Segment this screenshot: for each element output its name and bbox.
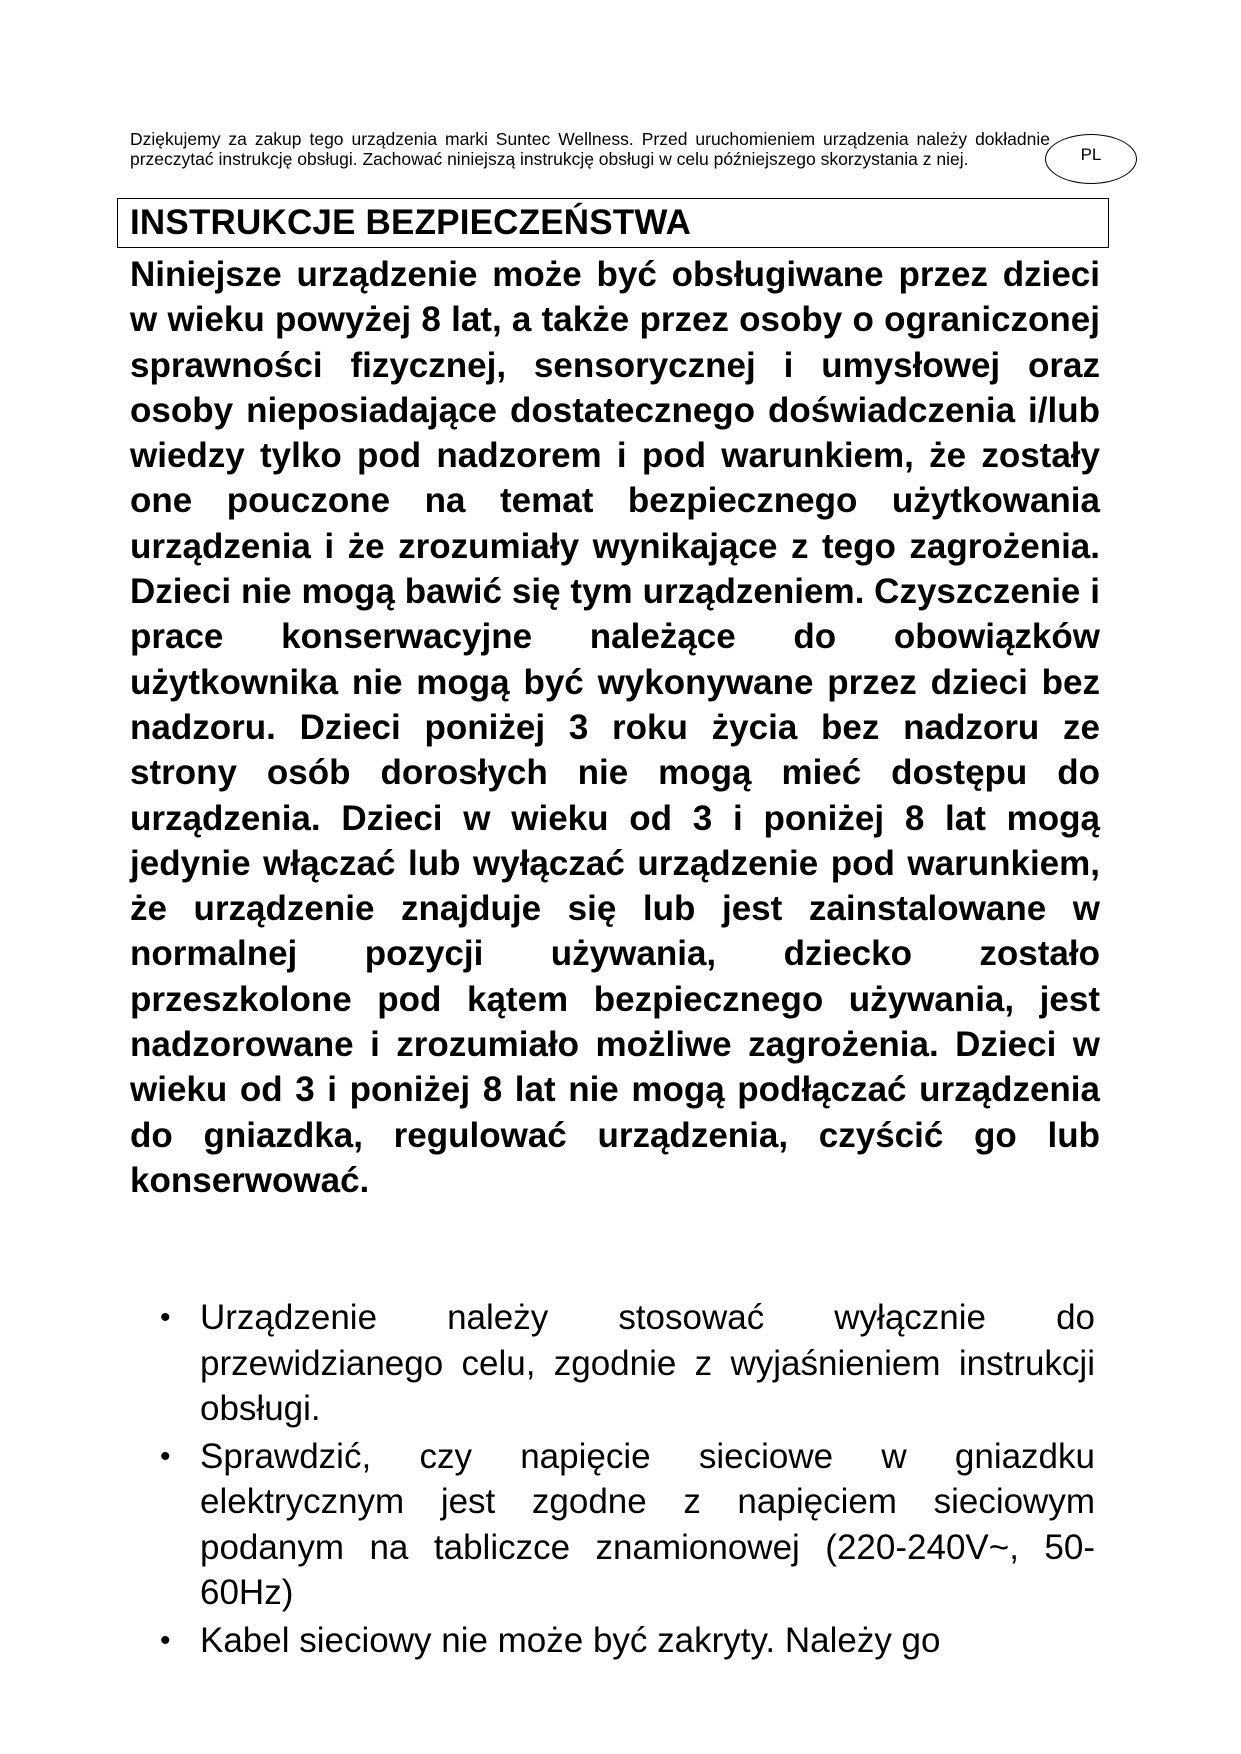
list-item-text: Urządzenie należy stosować wyłącznie do przewidzianego celu, zgodnie z wyjaśnieniem instrukcji obsługi.	[200, 1298, 1095, 1428]
bullet-icon: •	[160, 1623, 171, 1657]
list-item-text: Kabel sieciowy nie może być zakryty. Należy go	[200, 1620, 941, 1660]
list-item	[160, 1295, 1095, 1432]
list-item	[160, 1434, 1095, 1616]
list-item	[160, 1618, 1095, 1664]
bullet-icon: •	[160, 1301, 171, 1334]
intro-paragraph	[130, 130, 1050, 169]
section-title: INSTRUKCJE BEZPIECZEŃSTWA	[117, 198, 1109, 248]
bullet-icon: •	[160, 1439, 171, 1473]
language-badge: PL	[1045, 134, 1137, 184]
safety-bullet-list	[160, 1295, 1095, 1665]
list-item-text: Sprawdzić, czy napięcie sieciowe w gniazdku elektrycznym jest zgodne z napięciem sieciowym podanym na tabliczce znamionowej (220-240V~, 50-60Hz)	[200, 1436, 1095, 1612]
intro-text: Dziękujemy za zakup tego urządzenia marki Suntec Wellness. Przed uruchomieniem urządzenia należy dokładnie przeczytać instrukcję obsługi. Zachować niniejszą instrukcję obsługi w celu późniejszego skorzystania z niej.	[130, 129, 1050, 169]
safety-warning-text: Niniejsze urządzenie może być obsługiwane przez dzieci w wieku powyżej 8 lat, a także przez osoby o ograniczonej sprawności fizycznej, sensorycznej i umysłowej oraz osoby nieposiadające dostatecznego doświadczenia i/lub wiedzy tylko pod nadzorem i pod warunkiem, że zostały one pouczone na temat bezpiecznego użytkowania urządzenia i że zrozumiały wynikające z tego zagrożenia. Dzieci nie mogą bawić się tym urządzeniem. Czyszczenie i prace konserwacyjne należące do obowiązków użytkownika nie mogą być wykonywane przez dzieci bez nadzoru. Dzieci poniżej 3 roku życia bez nadzoru ze strony osób dorosłych nie mogą mieć dostępu do urządzenia. Dzieci w wieku od 3 i poniżej 8 lat mogą jedynie włączać lub wyłączać urządzenie pod warunkiem, że urządzenie znajduje się lub jest zainstalowane w normalnej pozycji używania, dziecko zostało przeszkolone pod kątem bezpiecznego używania, jest nadzorowane i zrozumiało możliwe zagrożenia. Dzieci w wieku od 3 i poniżej 8 lat nie mogą podłączać urządzenia do gniazdka, regulować urządzenia, czyścić go lub konserwować.	[130, 255, 1100, 1200]
